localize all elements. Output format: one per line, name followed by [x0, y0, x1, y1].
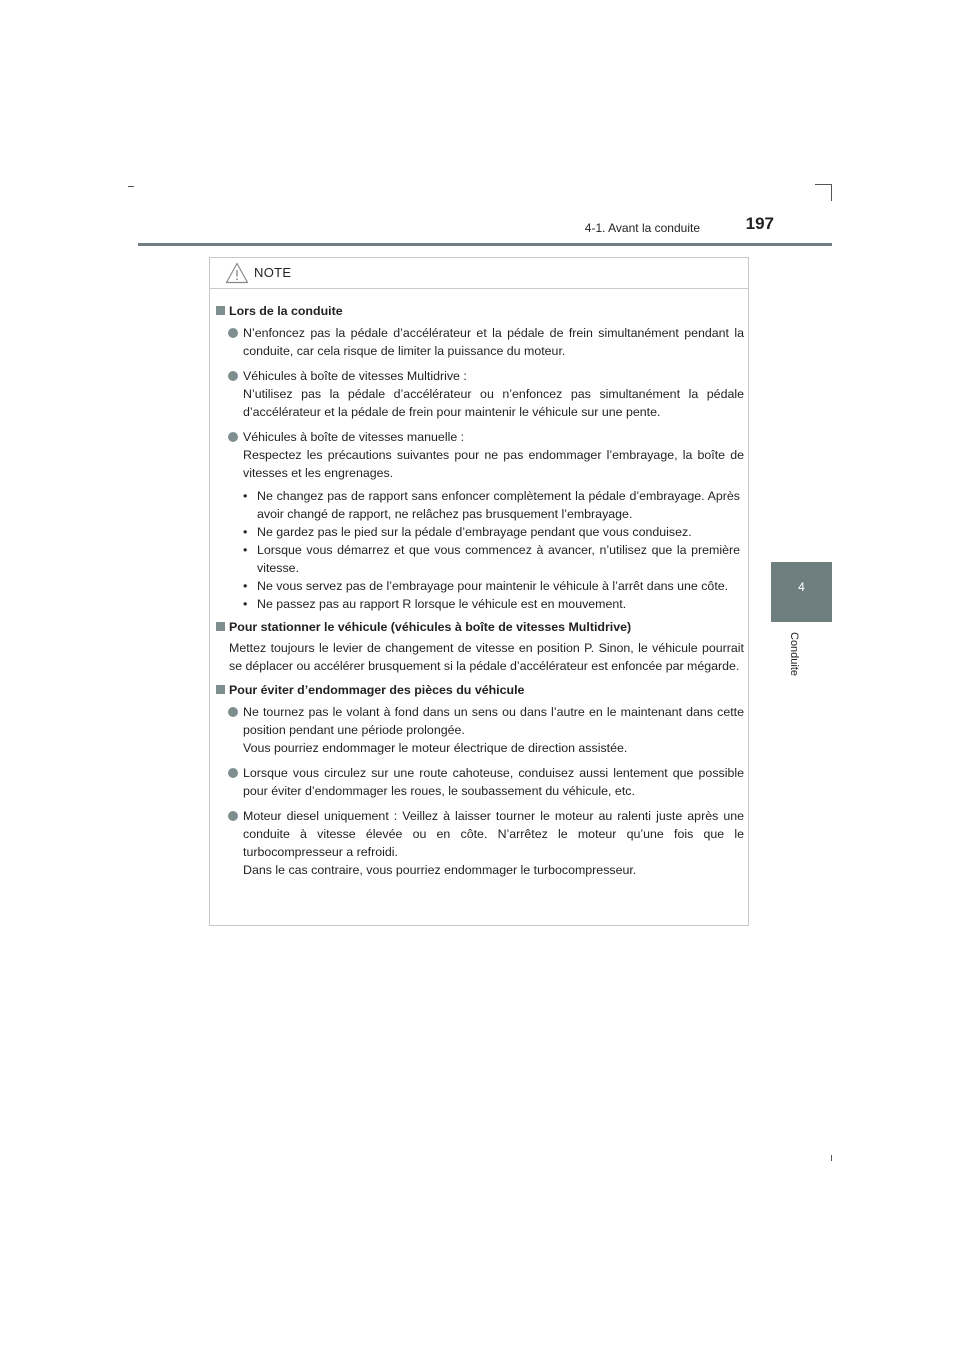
- crop-mark-bottom-right: [831, 1155, 832, 1161]
- circle-bullet-icon: [228, 707, 238, 717]
- heading-text: Pour stationner le véhicule (véhicules à boîte de vitesses Multidrive): [229, 620, 632, 634]
- chapter-label: [786, 632, 802, 692]
- sub-item-text: Lorsque vous démarrez et que vous commencez à avancer, n’utilisez que la première vitesse.: [257, 543, 740, 575]
- sub-item-text: Ne passez pas au rapport R lorsque le véhicule est en mouvement.: [257, 597, 627, 611]
- note-title: NOTE: [254, 265, 292, 280]
- header-rule: [138, 243, 832, 246]
- sub-list: [216, 487, 744, 613]
- sub-bullet-marker: •: [243, 489, 248, 503]
- bullet-text: Véhicules à boîte de vitesses manuelle :: [243, 430, 465, 444]
- sub-bullet-marker: •: [243, 597, 248, 611]
- warning-triangle-icon: [225, 262, 249, 284]
- section-heading-driving: [216, 302, 744, 320]
- bullet-text: N’utilisez pas la pédale d’accélérateur ou n’enfoncez pas simultanément la pédale d’accélérateur et la pédale de frein pour maintenir le véhicule sur une pente.: [243, 387, 744, 419]
- list-item: [216, 807, 744, 879]
- sub-item-text: Ne gardez pas le pied sur la pédale d’embrayage pendant que vous conduisez.: [257, 525, 692, 539]
- circle-bullet-icon: [228, 432, 238, 442]
- bullet-text: Vous pourriez endommager le moteur électrique de direction assistée.: [243, 741, 628, 755]
- bullet-text: Moteur diesel uniquement : Veillez à laisser tourner le moteur au ralenti juste après une conduite à vitesse élevée ou en côte. N’arrêtez le moteur qu’une fois que le turbocompresseur a refroidi.: [243, 809, 744, 859]
- note-content: [216, 298, 744, 879]
- note-header: [210, 258, 748, 289]
- paragraph: Mettez toujours le levier de changement de vitesse en position P. Sinon, le véhicule pourrait se déplacer ou accélérer brusquement si la pédale d’accélérateur est enfoncée par mégarde.: [229, 641, 744, 673]
- sub-list-item: [216, 487, 744, 523]
- chapter-label-text: Conduite: [788, 632, 800, 677]
- chapter-tab-number: 4: [798, 580, 805, 594]
- bullet-text: Respectez les précautions suivantes pour ne pas endommager l’embrayage, la boîte de vitesses et les engrenages.: [243, 448, 744, 480]
- bullet-text: Véhicules à boîte de vitesses Multidrive :: [243, 369, 467, 383]
- sub-bullet-marker: •: [243, 579, 248, 593]
- sub-list-item: [216, 595, 744, 613]
- heading-text: Lors de la conduite: [229, 304, 343, 318]
- crop-mark-top-left: [128, 186, 134, 187]
- square-bullet-icon: [216, 685, 225, 694]
- sub-list-item: [216, 541, 744, 577]
- circle-bullet-icon: [228, 328, 238, 338]
- page-number: 197: [745, 214, 774, 233]
- section-heading-parts: [216, 681, 744, 699]
- square-bullet-icon: [216, 622, 225, 631]
- bullet-text: Lorsque vous circulez sur une route cahoteuse, conduisez aussi lentement que possible pour éviter d’endommager les roues, le soubassement du véhicule, etc.: [243, 766, 744, 798]
- bullet-text: Ne tournez pas le volant à fond dans un sens ou dans l’autre en le maintenant dans cette position pendant une période prolongée.: [243, 705, 744, 737]
- sub-item-text: Ne changez pas de rapport sans enfoncer complètement la pédale d’embrayage. Après avoir changé de rapport, ne relâchez pas brusquement l’embrayage.: [257, 489, 740, 521]
- sub-bullet-marker: •: [243, 543, 248, 557]
- sub-list-item: [216, 577, 744, 595]
- list-item: [216, 703, 744, 757]
- bullet-text: N’enfoncez pas la pédale d’accélérateur et la pédale de frein simultanément pendant la conduite, car cela risque de limiter la puissance du moteur.: [243, 326, 744, 358]
- note-box: [209, 257, 749, 926]
- circle-bullet-icon: [228, 811, 238, 821]
- section-heading-parking: [216, 618, 744, 636]
- list-item: [216, 764, 744, 800]
- sub-list-item: [216, 523, 744, 541]
- list-item: [216, 428, 744, 482]
- section-label: 4-1. Avant la conduite: [584, 221, 700, 235]
- square-bullet-icon: [216, 306, 225, 315]
- crop-mark-top-right-h: [815, 184, 832, 185]
- sub-item-text: Ne vous servez pas de l’embrayage pour maintenir le véhicule à l’arrêt dans une côte.: [257, 579, 729, 593]
- crop-mark-top-right-v: [831, 184, 832, 201]
- chapter-tab: [771, 562, 832, 622]
- list-item: [216, 367, 744, 421]
- heading-text: Pour éviter d’endommager des pièces du véhicule: [229, 683, 525, 697]
- bullet-text: Dans le cas contraire, vous pourriez endommager le turbocompresseur.: [243, 863, 637, 877]
- circle-bullet-icon: [228, 371, 238, 381]
- list-item: [216, 324, 744, 360]
- circle-bullet-icon: [228, 768, 238, 778]
- sub-bullet-marker: •: [243, 525, 248, 539]
